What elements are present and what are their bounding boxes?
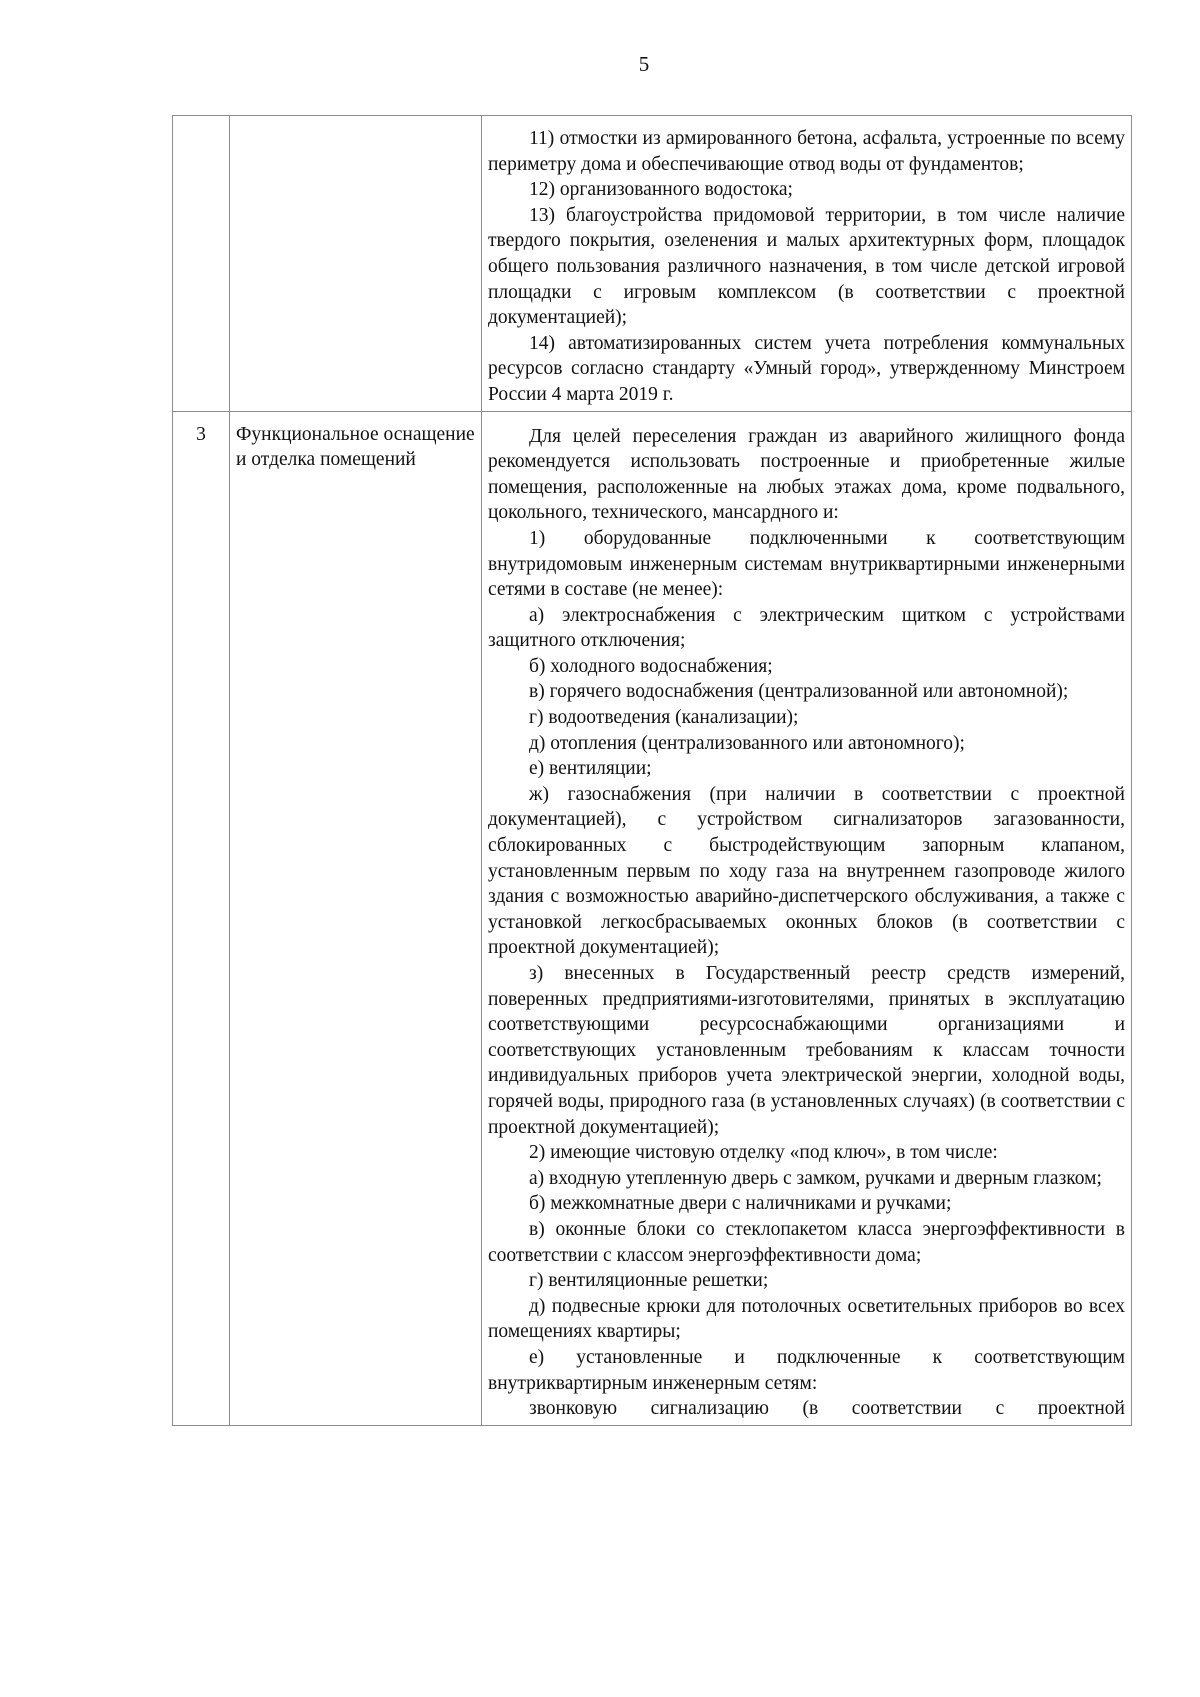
paragraph: г) водоотведения (канализации); [529,707,799,729]
table-row [173,116,1132,412]
paragraph: ж) газоснабжения (при наличии в соответствии с проектной документацией), с устройством сигнализаторов загазованности, сблокированных с быстродействующим запорным клапаном, установленным первым по ходу газа на внутреннем газопроводе жилого здания с возможностью аварийно-диспетчерского обслуживания, а также с установкой легкосбрасываемых оконных блоков (в соответствии с проектной документацией); [488,783,1125,959]
paragraph: а) электроснабжения с электрическим щитком с устройствами защитного отключения; [488,604,1125,652]
paragraph: б) межкомнатные двери с наличниками и ручками; [529,1193,952,1215]
paragraph: д) подвесные крюки для потолочных осветительных приборов во всех помещениях квартиры; [488,1295,1125,1343]
row-name-cell: Функциональное оснащение и отделка помещений [230,411,482,1425]
row-number-cell [173,116,230,412]
paragraph: 11) отмостки из армированного бетона, асфальта, устроенные по всему периметру дома и обеспечивающие отвод воды от фундаментов; [488,128,1125,175]
paragraph: з) внесенных в Государственный реестр средств измерений, поверенных предприятиями-изготовителями, принятых в эксплуатацию соответствующими ресурсоснабжающими организациями и соответствующих установленным требованиям к классам точности индивидуальных приборов учета электрической энергии, холодной воды, горячей воды, природного газа (в установленных случаях) (в соответствии с проектной документацией); [488,963,1125,1138]
row-content-cell [482,116,1132,412]
paragraph: в) горячего водоснабжения (централизованной или автономной); [529,681,1069,703]
paragraph: а) входную утепленную дверь с замком, ручками и дверным глазком; [529,1167,1102,1189]
paragraph: е) установленные и подключенные к соответствующим внутриквартирным инженерным сетям: [488,1346,1125,1394]
paragraph: е) вентиляции; [529,758,652,780]
paragraph: Для целей переселения граждан из аварийного жилищного фонда рекомендуется использовать построенные и приобретенные жилые помещения, расположенные на любых этажах дома, кроме подвального, цокольного, технического, мансардного и: [488,425,1125,524]
paragraph: в) оконные блоки со стеклопакетом класса энергоэффективности в соответствии с классом энергоэффективности дома; [488,1218,1125,1266]
row-name-cell [230,116,482,412]
row-content-cell [482,411,1132,1425]
paragraph: звонковую сигнализацию (в соответствии с проектной [529,1398,1125,1420]
paragraph: 2) имеющие чистовую отделку «под ключ», в том числе: [529,1142,998,1164]
row-number-cell: 3 [173,411,230,1425]
paragraph: д) отопления (централизованного или автономного); [529,732,965,754]
paragraph: г) вентиляционные решетки; [529,1270,769,1292]
paragraph: 13) благоустройства придомовой территории, в том числе наличие твердого покрытия, озеленения и малых архитектурных форм, площадок общего пользования различного назначения, в том числе детской игровой площадки с игровым комплексом (в соответствии с проектной документацией); [488,204,1125,329]
page-number: 5 [638,52,650,76]
paragraph: б) холодного водоснабжения; [529,655,773,677]
table-row [173,411,1132,1425]
paragraph: 12) организованного водостока; [529,179,793,201]
requirements-table [172,115,1132,1426]
paragraph: 14) автоматизированных систем учета потребления коммунальных ресурсов согласно стандарту «Умный город», утвержденному Минстроем России 4 марта 2019 г. [488,332,1125,405]
paragraph: 1) оборудованные подключенными к соответствующим внутридомовым инженерным системам внутриквартирными инженерными сетями в составе (не менее): [488,527,1125,601]
